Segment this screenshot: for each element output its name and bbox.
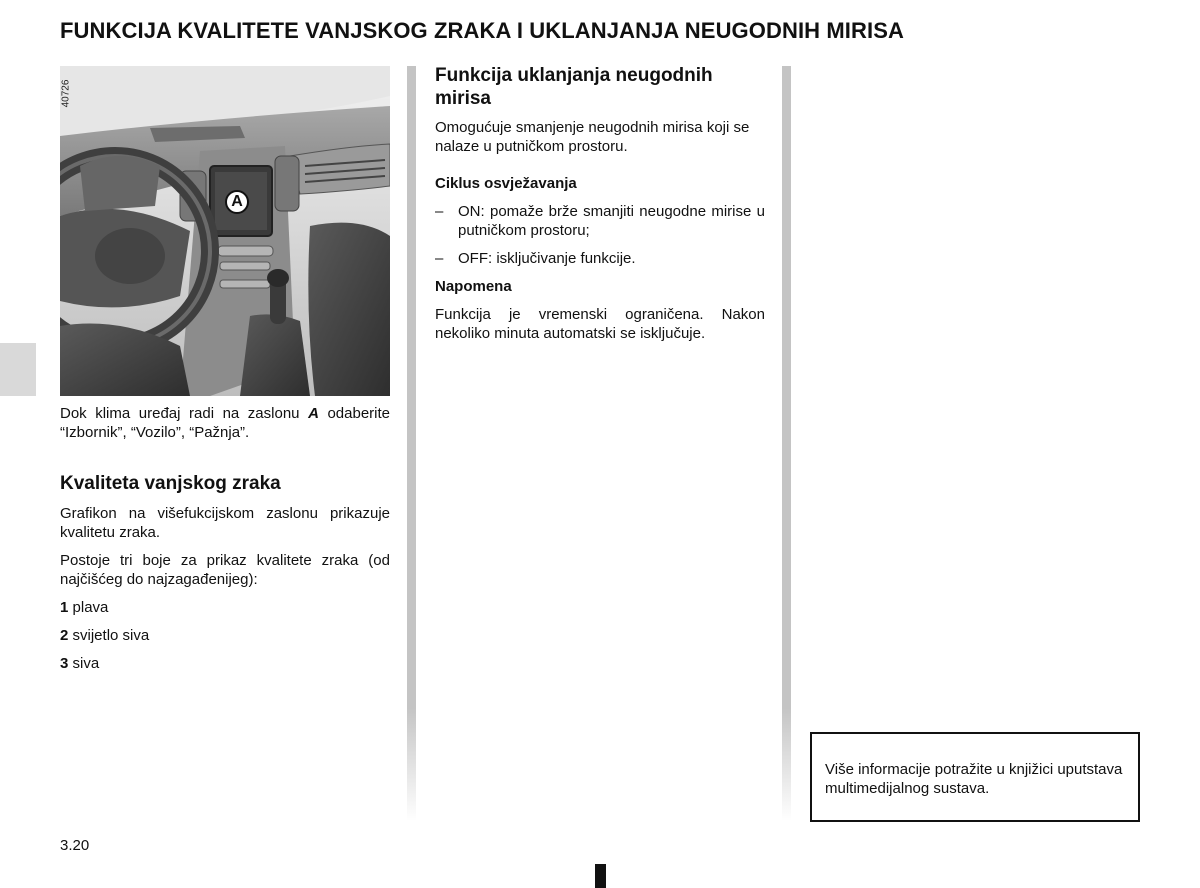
- middle-column: [435, 64, 765, 343]
- info-box: [810, 732, 1140, 822]
- caption-screen-label: A: [308, 405, 319, 422]
- color-item-1: 1 plava: [60, 599, 109, 616]
- bottom-marker: [595, 864, 606, 888]
- page-number: 3.20: [60, 837, 90, 854]
- note-text: Funkcija je vremenski ograničena. Nakon nekoliko minuta automatski se isključuje.: [435, 306, 765, 342]
- car-dashboard-illustration: [60, 66, 390, 396]
- cycle-item-off: – OFF: isključivanje funkcije.: [435, 250, 636, 267]
- dashboard-figure: [60, 66, 390, 396]
- figure-code-text: 40726: [60, 79, 72, 108]
- air-quality-paragraph-1: Grafikon na višefukcijskom zaslonu prikazuje kvalitetu zraka.: [60, 505, 390, 541]
- column-separator: [407, 66, 416, 821]
- left-column: [60, 404, 390, 673]
- section-tab-marker: [0, 343, 36, 396]
- cycle-heading: Ciklus osvježavanja: [435, 175, 577, 192]
- figure-caption: Dok klima uređaj radi na zaslonu A odaberite “Izbornik”, “Vozilo”, “Pažnja”.: [60, 405, 391, 441]
- note-heading: Napomena: [435, 278, 512, 295]
- figure-label-A: [225, 190, 249, 214]
- air-quality-paragraph-2: Postoje tri boje za prikaz kvalitete zraka (od najčišćeg do najzagađenijeg):: [60, 552, 390, 588]
- color-item-3: 3 siva: [60, 655, 100, 672]
- color-item-2: 2 svijetlo siva: [60, 627, 150, 644]
- info-box-text: Više informacije potražite u knjižici uputstava multimedijalnog sustava.: [825, 761, 1123, 797]
- cycle-item-on: – ON: pomaže brže smanjiti neugodne mirise u putničkom prostoru;: [435, 203, 765, 239]
- odor-removal-heading: Funkcija uklanjanja neugodnih mirisa: [435, 65, 713, 109]
- column-separator-right: [782, 66, 791, 821]
- figure-code: [60, 72, 82, 116]
- figure-label-text: A: [231, 193, 243, 210]
- page-title: FUNKCIJA KVALITETE VANJSKOG ZRAKA I UKLANJANJA NEUGODNIH MIRISA: [60, 18, 904, 43]
- odor-removal-intro: Omogućuje smanjenje neugodnih mirisa koji se nalaze u putničkom prostoru.: [435, 119, 750, 155]
- air-quality-heading: Kvaliteta vanjskog zraka: [60, 473, 281, 494]
